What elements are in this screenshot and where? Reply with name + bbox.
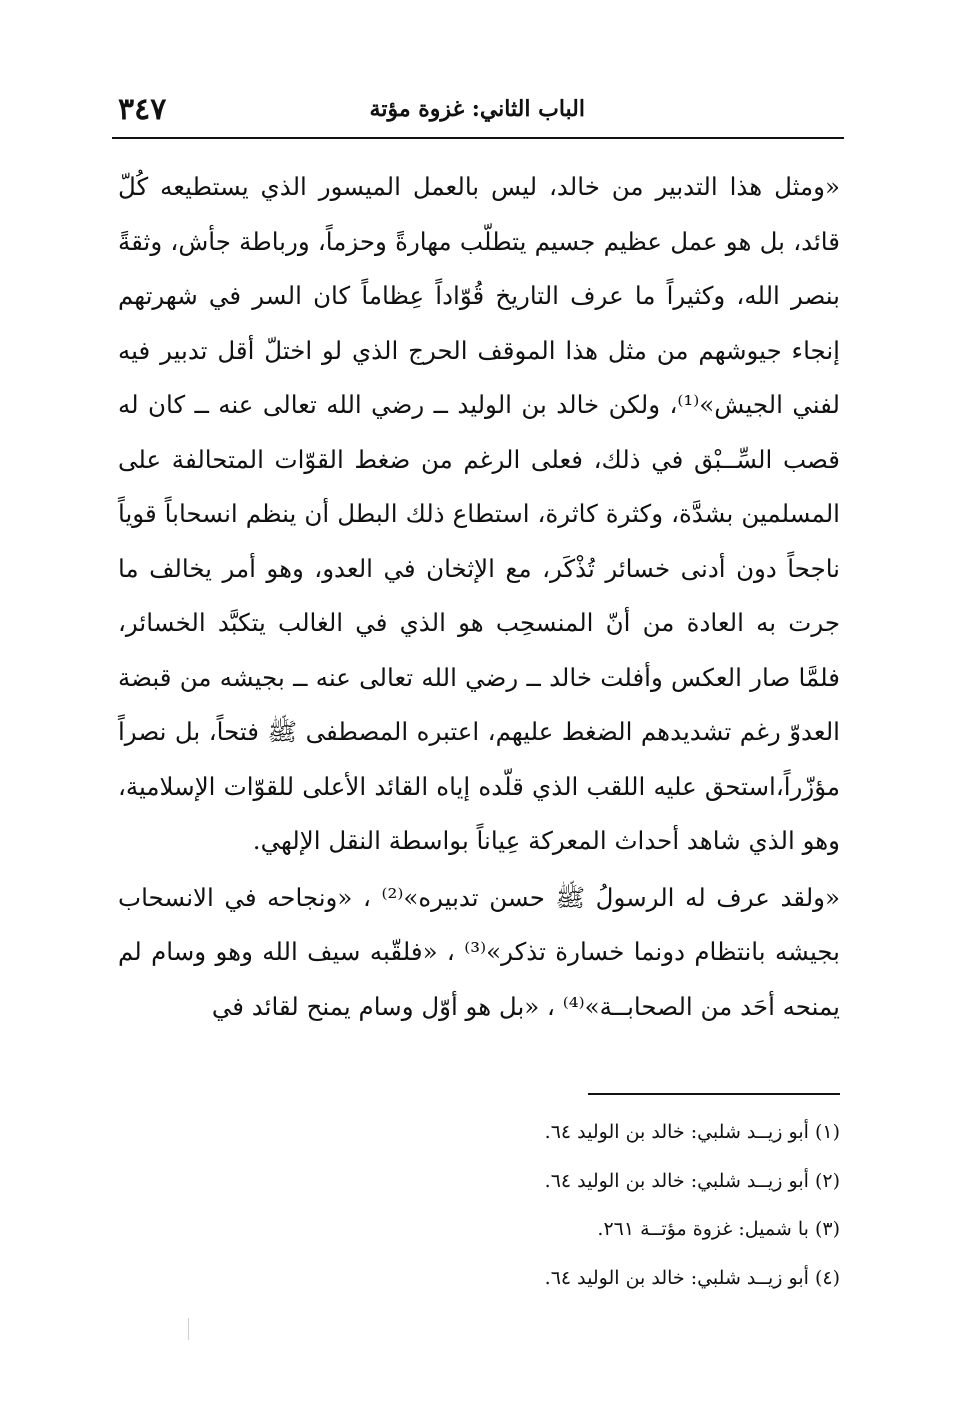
footnote-4: (٤) أبو زيــد شلبي: خالد بن الوليد ٦٤. xyxy=(544,1266,840,1289)
body-text xyxy=(118,160,840,1034)
page-header xyxy=(118,92,840,132)
footnotes-list xyxy=(118,1108,840,1302)
scan-mark xyxy=(188,1318,189,1340)
paragraph-1: «ومثل هذا التدبير من خالد، ليس بالعمل الميسور الذي يستطيعه كُلّ قائد، بل هو عمل عظيم جسيم يتطلّب مهارةً وحزماً، ورباطة جأش، وثقةً بنصر الله، وكثيراً ما عرف التاريخ قُوّاداً عِظاماً كان السر في شهرتهم إنجاء جيوشهم من مثل هذا الموقف الحرج الذي لو اختلّ أقل تدبير فيه لفني الجيش»⁽¹⁾، ولكن خالد بن الوليد ــ رضي الله تعالى عنه ــ كان له قصب السِّــبْق في ذلك، فعلى الرغم من ضغط القوّات المتحالفة على المسلمين بشدَّة، وكثرة كاثرة، استطاع ذلك البطل أن ينظم انسحاباً قوياً ناجحاً دون أدنى خسائر تُذْكَر، مع الإثخان في العدو، وهو أمر يخالف ما جرت به العادة من أنّ المنسحِب هو الذي في الغالب يتكبَّد الخسائر، فلمَّا صار العكس وأفلت خالد ــ رضي الله تعالى عنه ــ بجيشه من قبضة العدوّ رغم تشديدهم الضغط عليهم، اعتبره المصطفى ﷺ فتحاً، بل نصراً مؤزّراً،استحق عليه اللقب الذي قلّده إياه القائد الأعلى للقوّات الإسلامية، وهو الذي شاهد أحداث المعركة عِياناً بواسطة النقل الإلهي. xyxy=(118,172,840,855)
running-title: الباب الثاني: غزوة مؤتة xyxy=(369,96,585,122)
footnote-3: (٣) با شميل: غزوة مؤتــة ٢٦١. xyxy=(597,1218,840,1240)
page-number: ٣٤٧ xyxy=(118,92,167,127)
header-divider xyxy=(112,137,844,139)
footnote-1: (١) أبو زيــد شلبي: خالد بن الوليد ٦٤. xyxy=(544,1121,840,1143)
footnote-divider xyxy=(588,1093,840,1095)
paragraph-2: «ولقد عرف له الرسولُ ﷺ حسن تدبيره»⁽²⁾ ، «ونجاحه في الانسحاب بجيشه بانتظام دونما خسارة تذكر»⁽³⁾ ، «فلقّبه سيف الله وهو وسام لم يمنحه أحَد من الصحابــة»⁽⁴⁾ ، «بل هو أوّل وسام يمنح لقائد في xyxy=(118,882,840,1021)
footnote-2: (٢) أبو زيــد شلبي: خالد بن الوليد ٦٤. xyxy=(544,1169,840,1192)
